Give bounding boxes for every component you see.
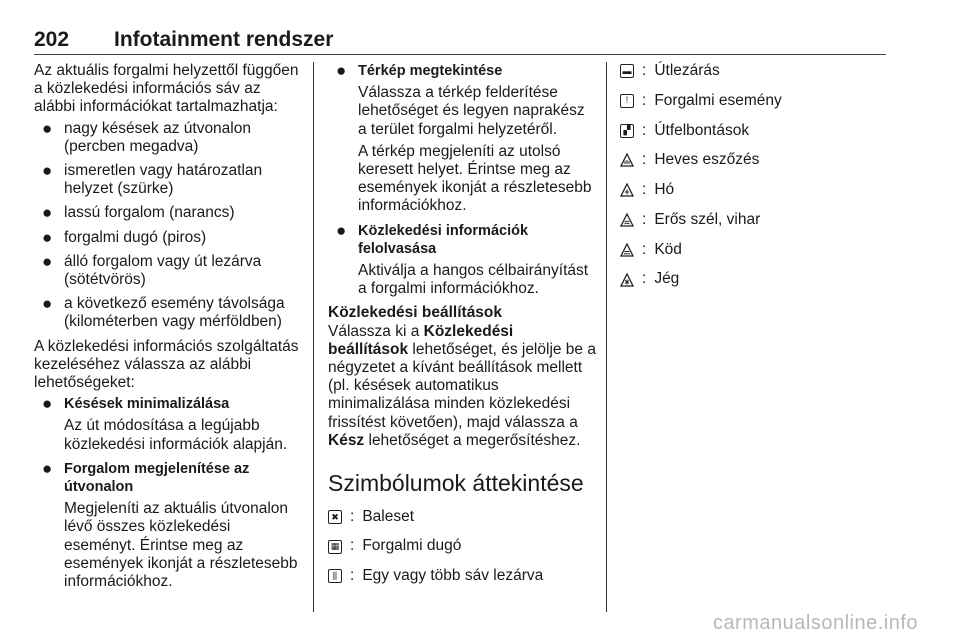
- symbol-label: Baleset: [362, 507, 415, 525]
- symbol-row: [620, 241, 888, 259]
- chapter-title: Infotainment rendszer: [114, 28, 334, 51]
- option-title: Késések minimalizálása: [64, 396, 230, 413]
- traffic-event-icon: !: [620, 94, 634, 108]
- bullet-icon: ●: [42, 394, 53, 414]
- symbol-label: Erős szél, vihar: [654, 210, 761, 228]
- services-paragraph: A közlekedési információs szolgáltatás kezeléséhez válassza az alábbi lehetőségeket:: [34, 337, 299, 392]
- column-divider: [606, 62, 607, 612]
- symbol-label: Köd: [654, 240, 682, 258]
- column-2: [328, 62, 596, 597]
- symbol-label: Útfelbontások: [654, 121, 750, 139]
- watermark: carmanualsonline.info: [712, 612, 918, 634]
- option-description: Az út módosítása a legújabb közlekedési információk alapján.: [64, 417, 288, 453]
- bullet-icon: ●: [42, 118, 53, 138]
- traffic-jam-icon: ▦: [328, 540, 342, 554]
- bullet-icon: ●: [42, 294, 53, 314]
- symbol-row: [620, 271, 888, 289]
- symbol-label: Egy vagy több sáv lezárva: [362, 566, 544, 584]
- symbol-label: Hó: [654, 181, 675, 199]
- symbol-label: Forgalmi dugó: [362, 537, 462, 555]
- traffic-bar-list: [34, 120, 302, 332]
- symbol-row: [620, 151, 888, 169]
- colon: :: [642, 270, 647, 288]
- options-list: [34, 395, 302, 591]
- symbol-row: [620, 92, 888, 110]
- colon: :: [642, 210, 647, 228]
- option-title: Forgalom megjelenítése az útvonalon: [64, 460, 250, 496]
- colon: :: [642, 151, 647, 169]
- fog-icon: [620, 243, 634, 257]
- bullet-icon: ●: [42, 161, 53, 181]
- page-header: [34, 28, 886, 55]
- colon: :: [350, 537, 355, 555]
- list-item: ● nagy késések az útvonalon (percben megadva): [42, 118, 251, 155]
- column-divider: [313, 62, 314, 612]
- settings-heading: Közlekedési beállítások: [328, 304, 503, 322]
- list-item: ● ismeretlen vagy határozatlan helyzet (szürke): [42, 161, 263, 198]
- heavy-rain-icon: [620, 153, 634, 167]
- page-number: 202: [34, 28, 70, 51]
- option-description: Válassza a térkép felderítése lehetőséget és legyen naprakész a terület forgalmi helyzetéről.: [358, 84, 585, 138]
- column-3: [620, 62, 888, 300]
- intro-paragraph: Az aktuális forgalmi helyzettől függően a közlekedési információs sáv az alábbi információkat tartalmazhatja:: [34, 62, 299, 116]
- option-title: Térkép megtekintése: [358, 63, 503, 79]
- symbols-heading: Szimbólumok áttekintése: [328, 470, 584, 497]
- ice-icon: [620, 273, 634, 287]
- option-item: [34, 395, 302, 454]
- option-item: [34, 460, 302, 591]
- colon: :: [350, 566, 355, 584]
- accident-icon: ✖: [328, 510, 342, 524]
- symbol-label: Forgalmi esemény: [654, 91, 782, 109]
- symbol-label: Jég: [654, 270, 680, 288]
- options-list: [328, 62, 596, 298]
- road-damage-icon: ▞: [620, 124, 634, 138]
- strong-wind-icon: [620, 213, 634, 227]
- column-1: [34, 62, 302, 597]
- bullet-icon: ●: [336, 220, 347, 240]
- option-description: Aktiválja a hangos célbairányítást a forgalmi információkhoz.: [358, 262, 589, 298]
- symbol-row: [620, 62, 888, 80]
- colon: :: [350, 507, 355, 525]
- list-item: ● álló forgalom vagy út lezárva (sötétvörös): [42, 251, 262, 289]
- symbol-row: [620, 211, 888, 229]
- bullet-icon: ●: [42, 251, 53, 271]
- colon: :: [642, 121, 647, 139]
- option-description: Megjeleníti az aktuális útvonalon lévő összes közlekedési eseményt. Érintse meg az események ikonját a részletesebb információkhoz.: [64, 500, 298, 591]
- list-item: ● forgalmi dugó (piros): [42, 227, 207, 247]
- colon: :: [642, 240, 647, 258]
- symbol-row: [328, 567, 596, 585]
- bullet-icon: ●: [42, 203, 53, 223]
- settings-paragraph: Válassza ki a Közlekedési beállítások lehetőséget, és jelölje be a négyzetet a kívánt beállítások mellett (pl. késések automatikus minimalizálása minden közlekedési frissítést követően), majd válassza a Kész lehetőséget a megerősítéshez.: [328, 322, 596, 449]
- list-item: ● lassú forgalom (narancs): [42, 203, 235, 223]
- symbol-label: Útlezárás: [654, 61, 720, 79]
- bullet-icon: ●: [336, 61, 347, 80]
- option-item: [328, 222, 596, 299]
- option-item: [328, 62, 596, 216]
- symbol-row: [328, 508, 596, 526]
- option-description: A térkép megjeleníti az utolsó keresett helyet. Érintse meg az események ikonját a részletesebb információkhoz.: [358, 142, 592, 215]
- option-title: Közlekedési információk felolvasása: [358, 222, 529, 257]
- list-item: ● a következő esemény távolsága (kilométerben vagy mérföldben): [42, 294, 285, 331]
- symbol-row: [620, 181, 888, 199]
- road-closure-icon: ▬: [620, 64, 634, 78]
- symbol-row: [620, 122, 888, 140]
- colon: :: [642, 181, 647, 199]
- snow-icon: [620, 183, 634, 197]
- bullet-icon: ●: [42, 227, 53, 247]
- lane-closed-icon: ⫼: [328, 569, 342, 583]
- symbol-row: [328, 538, 596, 556]
- symbol-label: Heves eszőzés: [654, 151, 760, 169]
- bullet-icon: ●: [42, 458, 53, 478]
- colon: :: [642, 61, 647, 79]
- colon: :: [642, 91, 647, 109]
